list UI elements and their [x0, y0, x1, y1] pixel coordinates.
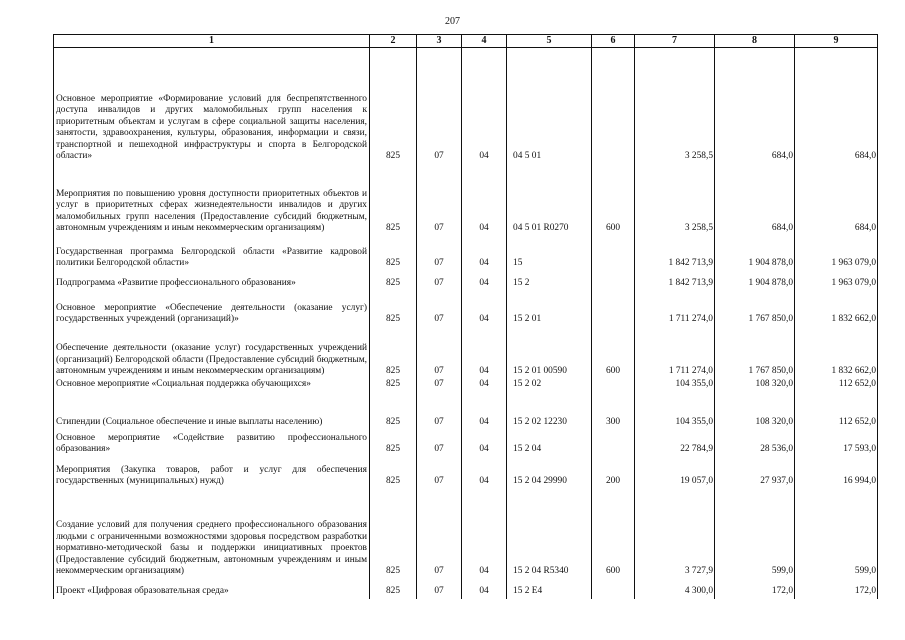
amount-col-9: 112 652,0 [795, 379, 878, 415]
amount-col-7: 4 300,0 [635, 579, 715, 599]
amount-col-7: 22 784,9 [635, 430, 715, 457]
expense-type-code [592, 379, 635, 415]
section-code: 07 [417, 430, 462, 457]
subsection-code: 04 [462, 48, 507, 164]
amount-col-9: 599,0 [795, 489, 878, 579]
amount-col-9: 1 963 079,0 [795, 236, 878, 271]
row-name: Подпрограмма «Развитие профессионального образования» [54, 271, 370, 291]
expense-type-code: 600 [592, 489, 635, 579]
expense-type-code: 600 [592, 327, 635, 379]
subsection-code: 04 [462, 164, 507, 236]
header-col-9: 9 [795, 35, 878, 48]
header-col-4: 4 [462, 35, 507, 48]
table-row [54, 48, 878, 164]
amount-col-9: 1 963 079,0 [795, 271, 878, 291]
subsection-code: 04 [462, 236, 507, 271]
table-row [54, 489, 878, 579]
subsection-code: 04 [462, 271, 507, 291]
expense-type-code [592, 430, 635, 457]
amount-col-7: 19 057,0 [635, 457, 715, 489]
table-row [54, 327, 878, 379]
amount-col-7: 104 355,0 [635, 379, 715, 415]
expense-type-code: 200 [592, 457, 635, 489]
admin-code: 825 [370, 48, 417, 164]
admin-code: 825 [370, 236, 417, 271]
admin-code: 825 [370, 327, 417, 379]
row-name: Основное мероприятие «Социальная поддержка обучающихся» [54, 379, 370, 415]
amount-col-9: 1 832 662,0 [795, 327, 878, 379]
subsection-code: 04 [462, 415, 507, 430]
table-row [54, 271, 878, 291]
section-code: 07 [417, 236, 462, 271]
target-article-code: 15 2 02 12230 [507, 415, 592, 430]
target-article-code: 15 2 01 [507, 291, 592, 327]
budget-table [53, 34, 878, 599]
admin-code: 825 [370, 415, 417, 430]
table-row [54, 236, 878, 271]
admin-code: 825 [370, 579, 417, 599]
expense-type-code [592, 48, 635, 164]
target-article-code: 15 2 [507, 271, 592, 291]
admin-code: 825 [370, 164, 417, 236]
subsection-code: 04 [462, 291, 507, 327]
subsection-code: 04 [462, 489, 507, 579]
table-row [54, 379, 878, 415]
table-row [54, 579, 878, 599]
section-code: 07 [417, 415, 462, 430]
subsection-code: 04 [462, 430, 507, 457]
amount-col-7: 1 842 713,9 [635, 236, 715, 271]
amount-col-8: 1 904 878,0 [715, 236, 795, 271]
row-name: Проект «Цифровая образовательная среда» [54, 579, 370, 599]
amount-col-8: 108 320,0 [715, 415, 795, 430]
amount-col-7: 1 711 274,0 [635, 327, 715, 379]
amount-col-9: 684,0 [795, 164, 878, 236]
section-code: 07 [417, 164, 462, 236]
header-col-7: 7 [635, 35, 715, 48]
row-name: Основное мероприятие «Формирование условий для беспрепятственного доступа инвалидов и других маломобильных групп населения к приоритетным объектам и услугам в сфере социальной защиты населения, занятости, здравоохранения, культуры, образования, информации и связи, транспортной и пешеходной инфраструктуры и спорта в Белгородской области» [54, 48, 370, 164]
row-name: Создание условий для получения среднего профессионального образования людьми с ограниченными возможностями здоровья посредством разработки нормативно-методической базы и поддержки инициативных проектов (Предоставление субсидий бюджетным, автономным учреждениям и иным некоммерческим организациям) [54, 489, 370, 579]
amount-col-8: 599,0 [715, 489, 795, 579]
amount-col-7: 1 842 713,9 [635, 271, 715, 291]
amount-col-7: 3 258,5 [635, 164, 715, 236]
row-name: Основное мероприятие «Содействие развитию профессионального образования» [54, 430, 370, 457]
amount-col-9: 684,0 [795, 48, 878, 164]
subsection-code: 04 [462, 457, 507, 489]
section-code: 07 [417, 579, 462, 599]
admin-code: 825 [370, 271, 417, 291]
expense-type-code [592, 291, 635, 327]
section-code: 07 [417, 379, 462, 415]
budget-sheet [53, 34, 878, 599]
table-row [54, 415, 878, 430]
amount-col-9: 16 994,0 [795, 457, 878, 489]
expense-type-code [592, 271, 635, 291]
amount-col-8: 27 937,0 [715, 457, 795, 489]
target-article-code: 15 2 01 00590 [507, 327, 592, 379]
table-row [54, 430, 878, 457]
target-article-code: 15 [507, 236, 592, 271]
target-article-code: 04 5 01 R0270 [507, 164, 592, 236]
amount-col-7: 3 727,9 [635, 489, 715, 579]
admin-code: 825 [370, 291, 417, 327]
expense-type-code [592, 236, 635, 271]
expense-type-code: 600 [592, 164, 635, 236]
amount-col-8: 684,0 [715, 48, 795, 164]
amount-col-8: 684,0 [715, 164, 795, 236]
target-article-code: 15 2 04 29990 [507, 457, 592, 489]
row-name: Мероприятия (Закупка товаров, работ и услуг для обеспечения государственных (муниципальных) нужд) [54, 457, 370, 489]
header-col-5: 5 [507, 35, 592, 48]
amount-col-8: 108 320,0 [715, 379, 795, 415]
subsection-code: 04 [462, 379, 507, 415]
header-row [54, 35, 878, 48]
section-code: 07 [417, 489, 462, 579]
row-name: Обеспечение деятельности (оказание услуг) государственных учреждений (организаций) Белгородской области (Предоставление субсидий бюджетным, автономным учреждениям и иным некоммерческим организациям) [54, 327, 370, 379]
section-code: 07 [417, 48, 462, 164]
row-name: Основное мероприятие «Обеспечение деятельности (оказание услуг) государственных учреждений (организаций)» [54, 291, 370, 327]
amount-col-9: 17 593,0 [795, 430, 878, 457]
target-article-code: 15 2 04 R5340 [507, 489, 592, 579]
header-col-3: 3 [417, 35, 462, 48]
admin-code: 825 [370, 457, 417, 489]
header-col-8: 8 [715, 35, 795, 48]
amount-col-9: 112 652,0 [795, 415, 878, 430]
amount-col-8: 1 767 850,0 [715, 291, 795, 327]
table-row [54, 164, 878, 236]
amount-col-8: 28 536,0 [715, 430, 795, 457]
subsection-code: 04 [462, 579, 507, 599]
target-article-code: 04 5 01 [507, 48, 592, 164]
amount-col-9: 172,0 [795, 579, 878, 599]
section-code: 07 [417, 271, 462, 291]
section-code: 07 [417, 457, 462, 489]
amount-col-9: 1 832 662,0 [795, 291, 878, 327]
row-name: Государственная программа Белгородской области «Развитие кадровой политики Белгородской области» [54, 236, 370, 271]
admin-code: 825 [370, 489, 417, 579]
table-row [54, 457, 878, 489]
expense-type-code: 300 [592, 415, 635, 430]
amount-col-7: 3 258,5 [635, 48, 715, 164]
expense-type-code [592, 579, 635, 599]
header-col-1: 1 [54, 35, 370, 48]
row-name: Мероприятия по повышению уровня доступности приоритетных объектов и услуг в приоритетных сферах жизнедеятельности инвалидов и других маломобильных групп населения (Предоставление субсидий бюджетным, автономным учреждениям и иным некоммерческим организациям) [54, 164, 370, 236]
page-number: 207 [445, 16, 460, 27]
target-article-code: 15 2 04 [507, 430, 592, 457]
header-col-2: 2 [370, 35, 417, 48]
target-article-code: 15 2 02 [507, 379, 592, 415]
amount-col-8: 1 904 878,0 [715, 271, 795, 291]
header-col-6: 6 [592, 35, 635, 48]
section-code: 07 [417, 327, 462, 379]
subsection-code: 04 [462, 327, 507, 379]
section-code: 07 [417, 291, 462, 327]
table-row [54, 291, 878, 327]
admin-code: 825 [370, 379, 417, 415]
amount-col-8: 172,0 [715, 579, 795, 599]
target-article-code: 15 2 E4 [507, 579, 592, 599]
amount-col-7: 1 711 274,0 [635, 291, 715, 327]
admin-code: 825 [370, 430, 417, 457]
amount-col-8: 1 767 850,0 [715, 327, 795, 379]
row-name: Стипендии (Социальное обеспечение и иные выплаты населению) [54, 415, 370, 430]
amount-col-7: 104 355,0 [635, 415, 715, 430]
